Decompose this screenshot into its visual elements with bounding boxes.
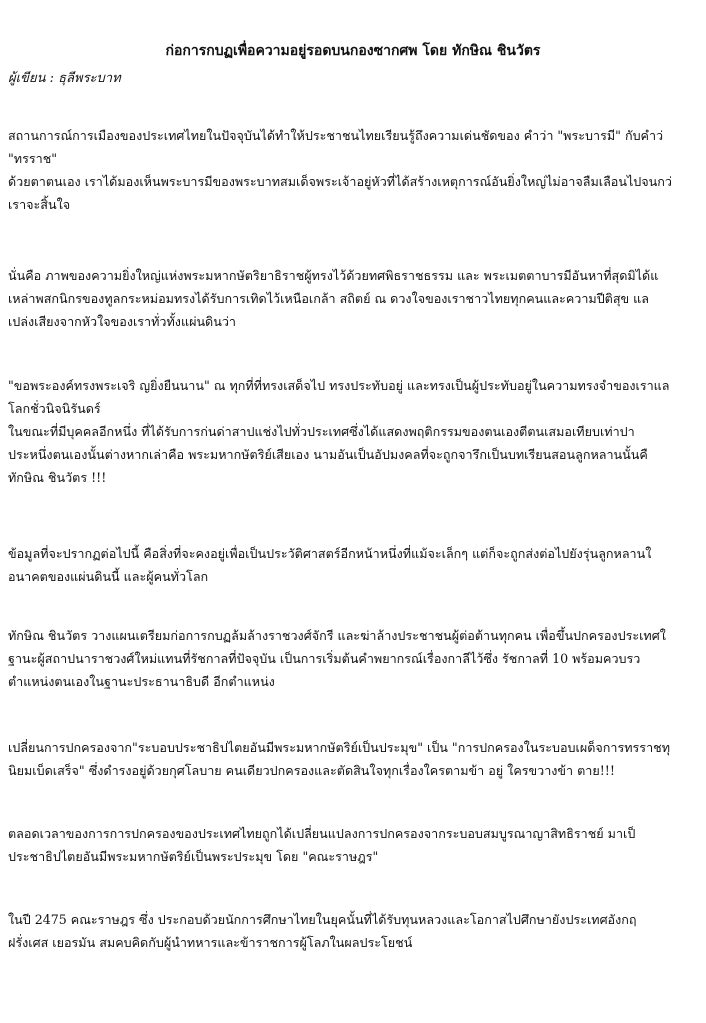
text-line: "ทรราช" — [8, 151, 58, 166]
paragraph — [8, 542, 706, 588]
paragraph — [8, 822, 706, 868]
paragraph — [8, 374, 706, 489]
text-line: เราจะสิ้นใจ — [8, 197, 71, 212]
text-line: ในปี 2475 คณะราษฎร ซึ่ง ประกอบด้วยนักการศึกษาไทยในยุคนั้นที่ได้รับทุนหลวงและโอกาสไปศึกษายังประเทศอังกฤ — [8, 912, 637, 927]
text-line: ประหนึ่งตนเองนั้นต่างหากเล่าคือ พระมหากษัตริย์เสียเอง นามอันเป็นอัปมงคลที่จะถูกจารึกเป็นบทเรียนสอนลูกหลานนั้นคื — [8, 447, 648, 462]
document-title: ก่อการกบฏเพื่อความอยู่รอดบนกองซากศพ โดย ทักษิณ ชินวัตร — [165, 43, 541, 59]
text-line: เปลี่ยนการปกครองจาก"ระบอบประชาธิปไตยอันมีพระมหากษัตริย์เป็นประมุข" เป็น "การปกครองในระบอบเผด็จการทรราชทุ — [8, 740, 670, 755]
paragraph — [8, 624, 706, 693]
text-line: ฐานะผู้สถาปนาราชวงศ์ใหม่แทนที่รัชกาลที่ปัจจุบัน เป็นการเริ่มต้นคำพยากรณ์เรื่องกาลีไว้ซึ่ง รัชกาลที่ 10 พร้อมควบรว — [8, 651, 641, 666]
text-line: สถานการณ์การเมืองของประเทศไทยในปัจจุบันได้ทำให้ประชาชนไทยเรียนรู้ถึงความเด่นชัดของ คำว่า "พระบารมี" กับคำว่ — [8, 128, 664, 143]
paragraph — [8, 124, 706, 216]
text-line: เหล่าพสกนิกรของทูลกระหม่อมทรงได้รับการเทิดไว้เหนือเกล้า สถิตย์ ณ ดวงใจของเราชาวไทยทุกคนและความปีติสุข แล — [8, 291, 649, 306]
text-line: อนาคตของแผ่นดินนี้ และผู้คนทั่วโลก — [8, 569, 209, 584]
text-line: ข้อมูลที่จะปรากฏต่อไปนี้ คือสิ่งที่จะคงอยู่เพื่อเป็นประวัติศาสตร์อีกหน้าหนึ่งที่แม้จะเล็กๆ แต่ก็จะถูกส่งต่อไปยังรุ่นลูกหลานใ — [8, 546, 652, 561]
author-line: ผู้เขียน : ธุลีพระบาท — [8, 71, 121, 86]
text-line: ในขณะที่มีบุคคลอีกหนึ่ง ที่ได้รับการก่นด่าสาปแช่งไปทั่วประเทศซึ่งได้แสดงพฤติกรรมของตนเองตีตนเสมอเทียบเท่าปา — [8, 424, 635, 439]
text-line: "ขอพระองค์ทรงพระเจริ ญยิ่งยืนนาน" ณ ทุกที่ที่ทรงเสด็จไป ทรงประทับอยู่ และทรงเป็นผู้ประทับอยู่ในความทรงจำของเราแล — [8, 378, 670, 393]
text-line: นั่นคือ ภาพของความยิ่งใหญ่แห่งพระมหากษัตริยาธิราชผู้ทรงไว้ด้วยทศพิธราชธรรม และ พระเมตตาบารมีอันหาที่สุดมิได้แ — [8, 268, 659, 283]
text-line: ตำแหน่งตนเองในฐานะประธานาธิบดี อีกตำแหน่ง — [8, 674, 275, 689]
text-line: เปล่งเสียงจากหัวใจของเราทั่วทั้งแผ่นดินว่า — [8, 314, 236, 329]
paragraph — [8, 736, 706, 782]
text-line: ฝรั่งเศส เยอรมัน สมคบคิดกับผู้นำทหารและข้าราชการผู้โลภในผลประโยชน์ — [8, 935, 413, 950]
text-line: ทักษิณ ชินวัตร !!! — [8, 470, 107, 485]
text-line: ตลอดเวลาของการการปกครองของประเทศไทยถูกได้เปลี่ยนแปลงการปกครองจากระบอบสมบูรณาญาสิทธิราชย์ มาเป็ — [8, 826, 636, 841]
text-line: ทักษิณ ชินวัตร วางแผนเตรียมก่อการกบฏล้มล้างราชวงศ์จักรี และฆ่าล้างประชาชนผู้ต่อต้านทุกคน เพื่อขึ้นปกครองประเทศใ — [8, 628, 666, 643]
text-line: ด้วยตาตนเอง เราได้มองเห็นพระบารมีของพระบาทสมเด็จพระเจ้าอยู่หัวที่ได้สร้างเหตุการณ์อันยิ่งใหญ่ไม่อาจลืมเลือนไปจนกว่ — [8, 174, 672, 189]
text-line: โลกชั่วนิจนิรันดร์ — [8, 401, 101, 416]
paragraph — [8, 908, 706, 954]
text-line: ประชาธิปไตยอันมีพระมหากษัตริย์เป็นพระประมุข โดย "คณะราษฎร" — [8, 849, 379, 864]
text-line: นิยมเบ็ดเสร็จ" ซึ่งดำรงอยู่ด้วยกุศโลบาย คนเดียวปกครองและตัดสินใจทุกเรื่องใครตามข้า อยู่ ใครขวางข้า ตาย!!! — [8, 763, 615, 778]
paragraph — [8, 264, 706, 333]
